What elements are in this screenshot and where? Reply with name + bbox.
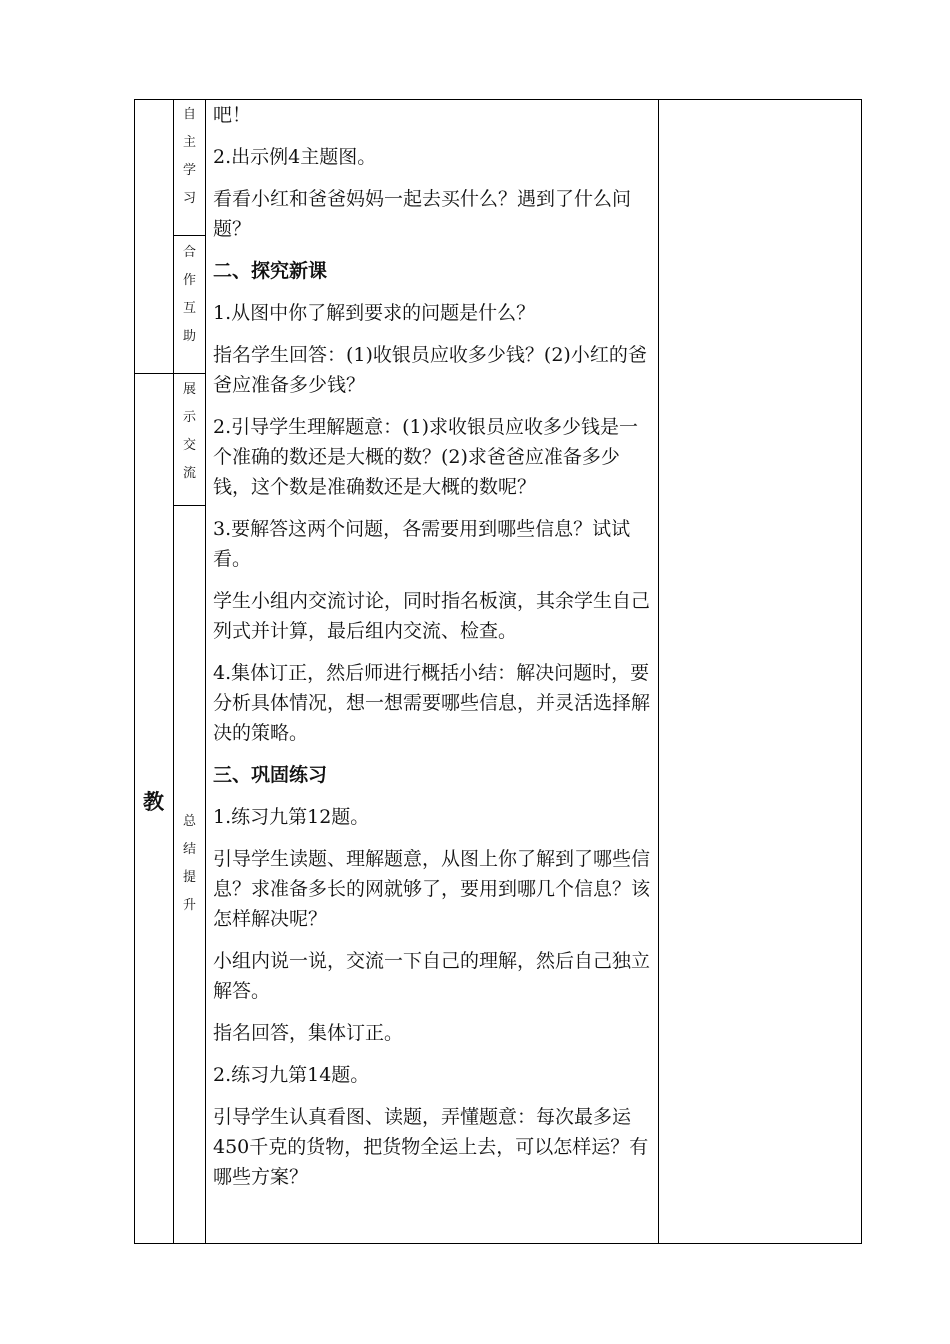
- stage-summary: [174, 808, 205, 920]
- stage-char: 学: [182, 163, 196, 178]
- paragraph: 看看小红和爸爸妈妈一起去买什么？遇到了什么问题？: [213, 188, 632, 240]
- stage-char: 流: [182, 466, 196, 481]
- side-label: 教: [143, 789, 164, 814]
- section-heading: 二、探究新课: [213, 260, 328, 282]
- table-bottom-border: [134, 1243, 861, 1244]
- side-separator: [134, 373, 206, 374]
- paragraph: 学生小组内交流讨论，同时指名板演，其余学生自己列式并计算，最后组内交流、检查。: [213, 590, 651, 642]
- col-divider-2: [205, 99, 206, 1244]
- stage-char: 助: [182, 329, 196, 344]
- stage-char: 互: [182, 301, 196, 316]
- stage-separator-1: [173, 235, 206, 236]
- paragraph: 1.练习九第12题。: [213, 806, 370, 828]
- paragraph: 指名学生回答：(1)收银员应收多少钱？(2)小红的爸爸应准备多少钱？: [213, 344, 647, 396]
- stage-char: 交: [182, 438, 196, 453]
- stage-char: 习: [182, 191, 196, 206]
- stage-presentation: [174, 376, 205, 488]
- stage-separator-3: [173, 505, 206, 506]
- stage-self-study: [174, 101, 205, 213]
- stage-char: 提: [182, 870, 196, 885]
- paragraph: 小组内说一说，交流一下自己的理解，然后自己独立解答。: [213, 950, 651, 1002]
- table-right-border: [861, 99, 862, 1244]
- stage-char: 合: [182, 245, 196, 260]
- stage-char: 结: [182, 842, 196, 857]
- stage-char: 展: [182, 382, 196, 397]
- paragraph: 吧！: [213, 104, 252, 126]
- stage-char: 主: [182, 135, 196, 150]
- stage-char: 总: [182, 814, 196, 829]
- paragraph: 引导学生认真看图、读题，弄懂题意：每次最多运450千克的货物，把货物全运上去，可以怎样运？有哪些方案？: [213, 1106, 649, 1188]
- table-left-border: [134, 99, 135, 1244]
- paragraph: 引导学生读题、理解题意，从图上你了解到了哪些信息？求准备多长的网就够了，要用到哪几个信息？该怎样解决呢？: [213, 848, 651, 930]
- section-heading: 三、巩固练习: [213, 764, 328, 786]
- paragraph: 1.从图中你了解到要求的问题是什么？: [213, 302, 536, 324]
- paragraph: 2.练习九第14题。: [213, 1064, 370, 1086]
- paragraph: 指名回答，集体订正。: [213, 1022, 404, 1044]
- stage-char: 自: [182, 107, 196, 122]
- stage-cooperation: [174, 239, 205, 351]
- paragraph: 2.出示例4主题图。: [213, 146, 377, 168]
- stage-char: 升: [182, 898, 196, 913]
- notes-column: [659, 100, 860, 1243]
- stage-char: 示: [182, 410, 196, 425]
- stage-char: 作: [182, 273, 196, 288]
- paragraph: 3.要解答这两个问题，各需要用到哪些信息？试试看。: [213, 518, 631, 570]
- paragraph: 2.引导学生理解题意：(1)求收银员应收多少钱是一个准确的数还是大概的数？(2)求爸爸应准备多少钱，这个数是准确数还是大概的数呢？: [213, 416, 639, 498]
- paragraph: 4.集体订正，然后师进行概括小结：解决问题时，要分析具体情况，想一想需要哪些信息，并灵活选择解决的策略。: [213, 662, 651, 744]
- lesson-content: [213, 100, 653, 1204]
